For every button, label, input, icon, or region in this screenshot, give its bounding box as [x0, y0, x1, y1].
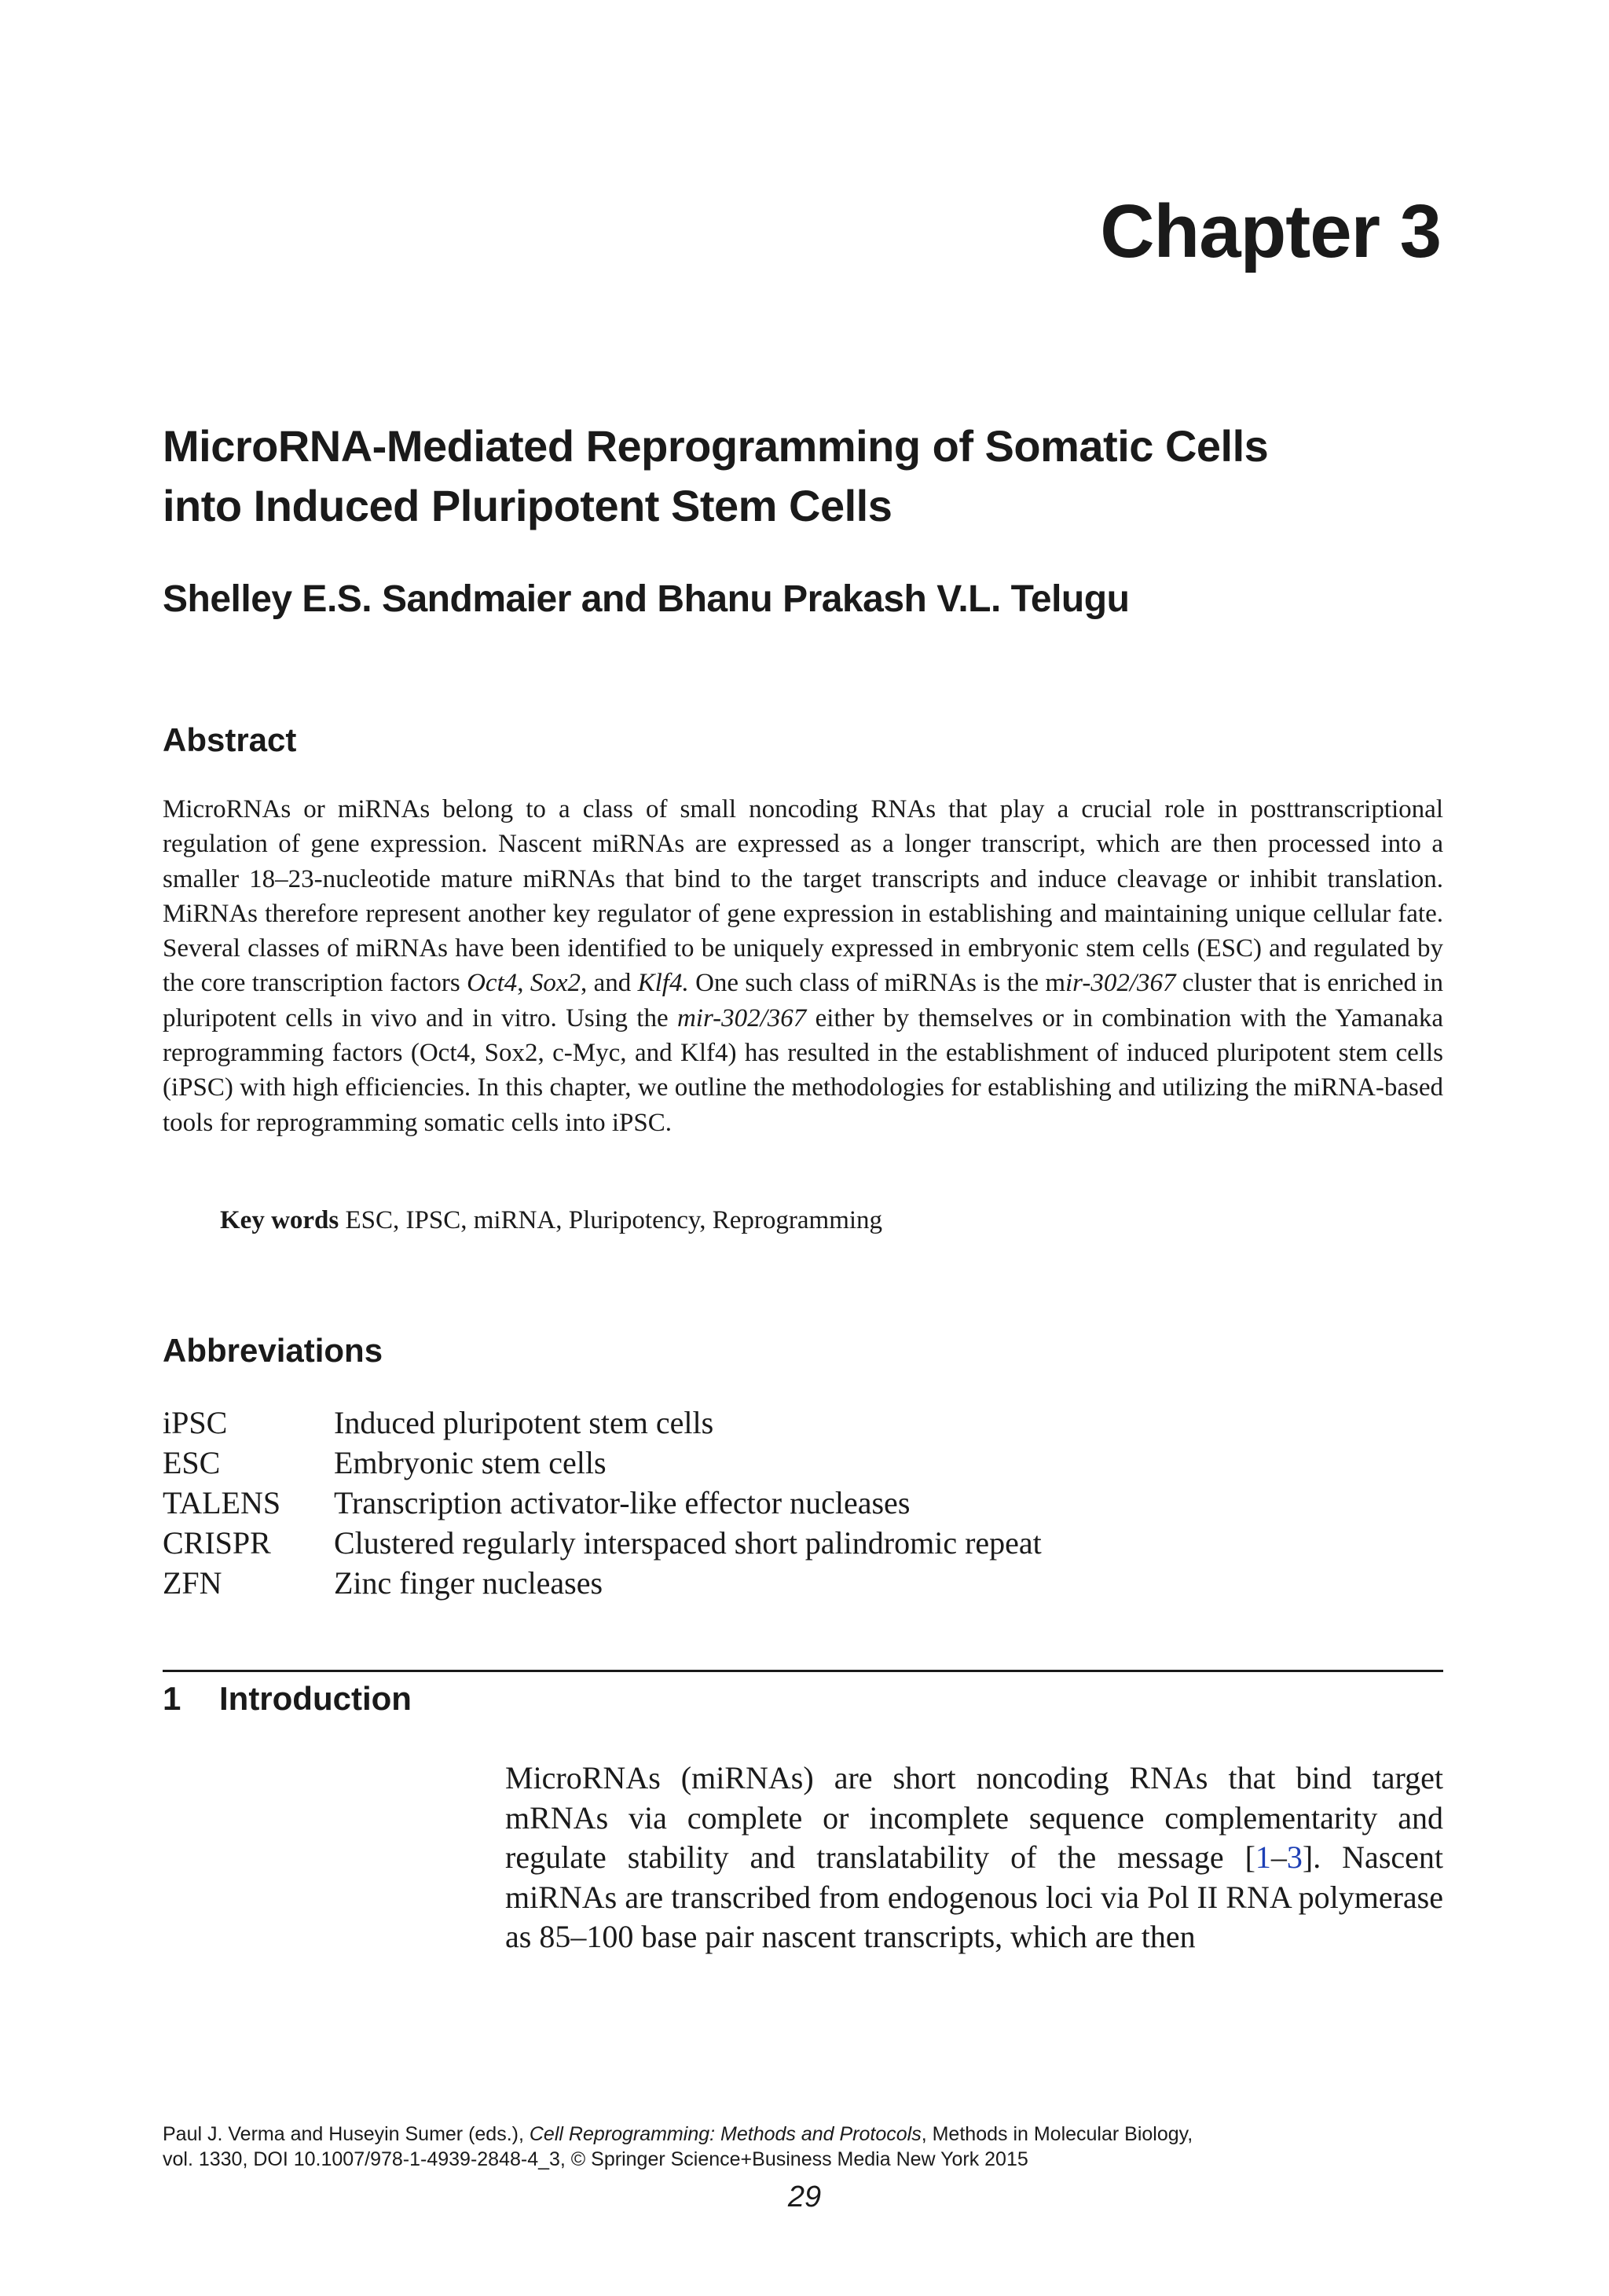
- abbreviation-definition: Induced pluripotent stem cells: [334, 1405, 714, 1440]
- footer-text: , Methods in Molecular Biology,: [921, 2123, 1193, 2145]
- keywords-label: Key words: [220, 1206, 339, 1234]
- footer-citation: [163, 2122, 1443, 2172]
- gene-klf4: Klf4.: [637, 969, 689, 998]
- gene-sox2: Sox2: [530, 969, 581, 998]
- keywords: [220, 1206, 882, 1235]
- mirna-cluster: mir-302/367: [676, 1003, 807, 1032]
- chapter-title-line-2: into Induced Pluripotent Stem Cells: [163, 481, 892, 530]
- gene-oct4: Oct4: [467, 969, 518, 998]
- abstract-heading: Abstract: [163, 721, 297, 758]
- introduction-text: MicroRNAs (miRNAs) are short noncoding RNAs that bind target mRNAs via complete or incomplete sequence complementarity and regulate stability and translatability of the message [: [505, 1760, 1443, 1876]
- section-number: 1: [163, 1680, 181, 1717]
- abstract-text: One such class of miRNAs is the m: [688, 969, 1066, 998]
- abbreviations-heading: Abbreviations: [163, 1332, 383, 1369]
- abstract-body: [163, 792, 1443, 1140]
- authors: Shelley E.S. Sandmaier and Bhanu Prakash V.L. Telugu: [163, 578, 1130, 620]
- abbreviation-definition: Zinc finger nucleases: [334, 1565, 603, 1601]
- abbreviations-list: [163, 1403, 1042, 1603]
- citation-link[interactable]: 1: [1255, 1839, 1271, 1876]
- introduction-text: ]. Nascent miRNAs are transcribed from endogenous loci via Pol II RNA polymerase as 85–100 base pair nascent transcripts, which are then: [505, 1839, 1443, 1955]
- introduction-heading: [163, 1680, 412, 1718]
- book-title: Cell Reprogramming: Methods and Protocols: [529, 2123, 922, 2145]
- abbreviation-term: CRISPR: [163, 1525, 271, 1561]
- abstract-text: ,: [517, 969, 530, 998]
- keywords-text: ESC, IPSC, miRNA, Pluripotency, Reprogramming: [345, 1206, 883, 1234]
- abbreviation-row: [163, 1483, 1042, 1523]
- abbreviation-definition: Embryonic stem cells: [334, 1445, 607, 1480]
- abbreviation-definition: Transcription activator-like effector nucleases: [334, 1485, 911, 1520]
- chapter-title-line-1: MicroRNA-Mediated Reprogramming of Somatic Cells: [163, 421, 1269, 471]
- abbreviation-row: [163, 1403, 1042, 1443]
- abbreviation-term: TALENS: [163, 1485, 281, 1520]
- abbreviation-row: [163, 1563, 1042, 1603]
- abstract-text: MicroRNAs or miRNAs belong to a class of small noncoding RNAs that play a crucial role in posttranscriptional regulation of gene expression. Nascent miRNAs are expressed as a longer transcript, which are then processed into a smaller 18–23-nucleotide mature miRNAs that bind to the target transcripts and induce cleavage or inhibit translation. MiRNAs therefore represent another key regulator of gene expression in establishing and maintaining unique cellular fate. Several classes of miRNAs have been identified to be uniquely expressed in embryonic stem cells (ESC) and regulated by the core transcription factors: [163, 795, 1443, 998]
- mirna-cluster: ir-302/367: [1065, 969, 1176, 998]
- chapter-title: [163, 416, 1388, 536]
- abbreviation-term: ESC: [163, 1445, 221, 1480]
- abbreviation-definition: Clustered regularly interspaced short palindromic repeat: [334, 1525, 1042, 1561]
- footer-text: Paul J. Verma and Huseyin Sumer (eds.),: [163, 2123, 530, 2145]
- abstract-text: , and: [581, 969, 638, 998]
- chapter-label: Chapter 3: [1100, 189, 1441, 273]
- abstract-text: either by themselves or in combination with the Yamanaka reprogramming factors (Oct4, Sox2, c-Myc, and Klf4) has resulted in the establishment of induced pluripotent stem cells (iPSC) with high efficiencies. In this chapter, we outline the methodologies for establishing and utilizing the miRNA-based tools for reprogramming somatic cells into iPSC.: [163, 1003, 1443, 1137]
- page-number: 29: [787, 2180, 822, 2213]
- citation-link[interactable]: 3: [1286, 1839, 1303, 1876]
- abbreviation-row: [163, 1523, 1042, 1563]
- section-title: Introduction: [219, 1680, 412, 1717]
- abstract-text: cluster that is enriched in pluripotent cells in vivo and in vitro. Using the: [163, 969, 1444, 1032]
- section-divider: [163, 1670, 1443, 1672]
- abbreviation-row: [163, 1443, 1042, 1483]
- abbreviation-term: iPSC: [163, 1405, 228, 1440]
- footer-line-2: vol. 1330, DOI 10.1007/978-1-4939-2848-4_3, © Springer Science+Business Media New York 2015: [163, 2148, 1028, 2170]
- footer-line-1: [163, 2122, 1443, 2147]
- citation-dash: –: [1270, 1839, 1287, 1876]
- introduction-body: [505, 1759, 1443, 1957]
- abbreviation-term: ZFN: [163, 1565, 222, 1601]
